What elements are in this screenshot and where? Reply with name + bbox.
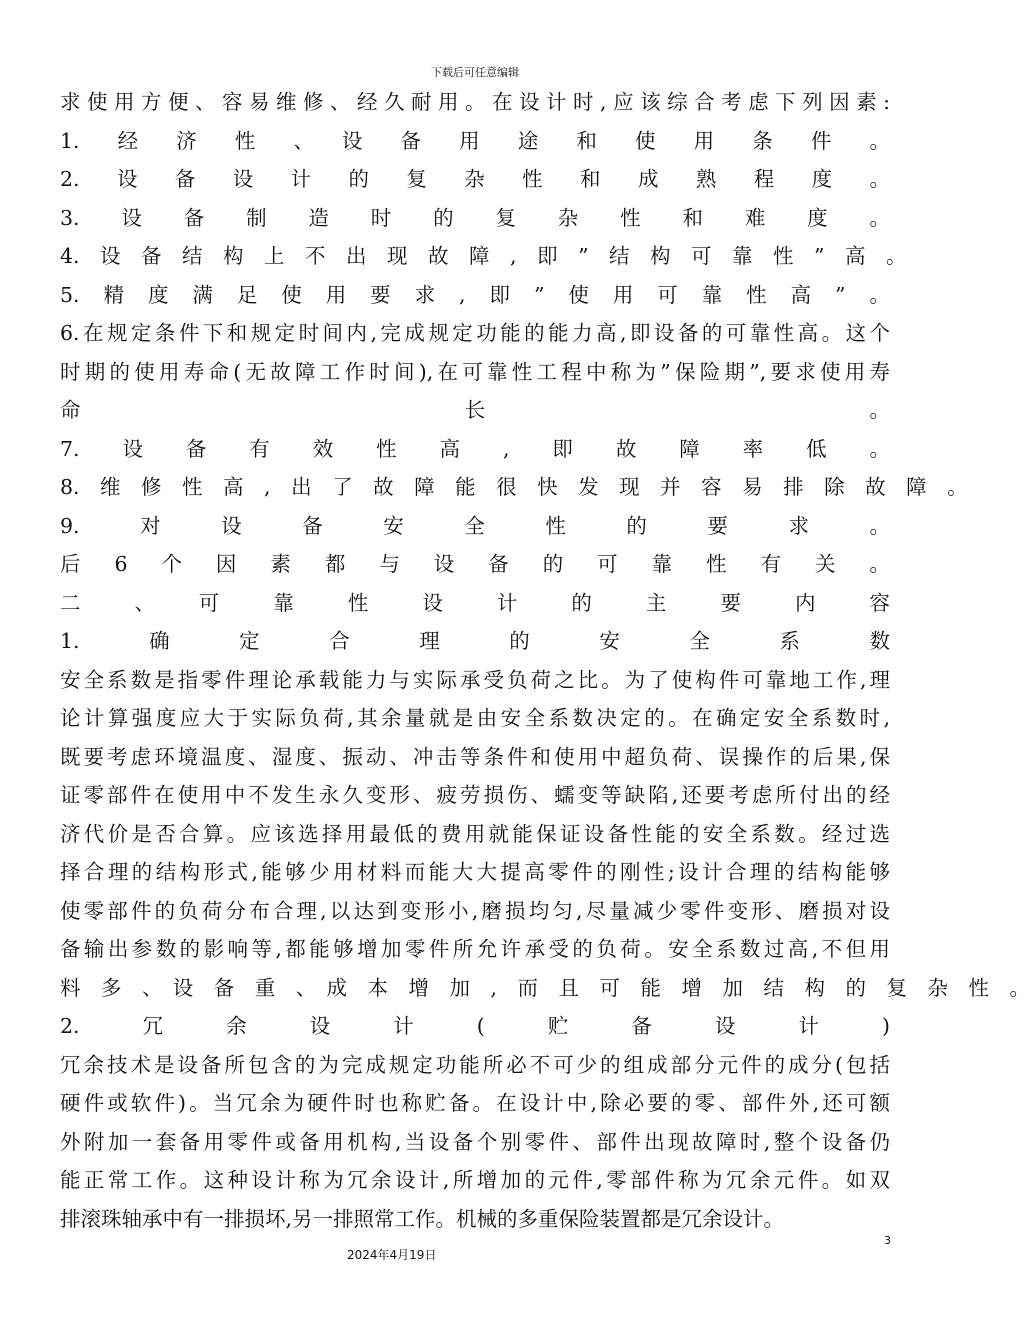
page-header: 下载后可任意编辑 — [431, 66, 519, 79]
text-line: 8. 维 修 性 高 , 出 了 故 障 能 很 快 发 现 并 容 易 排 除 故 障 。 — [60, 475, 968, 499]
page-number: 3 — [884, 1234, 891, 1247]
text-line: 排滚珠轴承中有一排损坏,另一排照常工作。机械的多重保险装置都是冗余设计。 — [60, 1206, 785, 1231]
text-line: 9. 对 设 备 安 全 性 的 要 求 。 — [60, 513, 890, 538]
text-line: 二 、 可 靠 性 设 计 的 主 要 内 容 — [60, 590, 890, 615]
text-line: 冗余技术是设备所包含的为完成规定功能所必不可少的组成部分元件的成分(包括 — [60, 1052, 890, 1077]
footer-date: 2024年4月19日 — [347, 1248, 437, 1262]
text-line: 7. 设 备 有 效 性 高 , 即 故 障 率 低 。 — [60, 436, 890, 461]
text-line: 备输出参数的影响等,都能够增加零件所允许承受的负荷。安全系数过高,不但用 — [60, 937, 890, 961]
text-line: 命 长 。 — [60, 398, 890, 422]
text-line: 既要考虑环境温度、湿度、振动、冲击等条件和使用中超负荷、误操作的后果,保 — [60, 744, 890, 769]
text-line: 5. 精 度 满 足 使 用 要 求 , 即 ” 使 用 可 靠 性 高 ” 。 — [60, 282, 890, 307]
document-body — [60, 83, 1030, 1238]
text-line: 6.在规定条件下和规定时间内,完成规定功能的能力高,即设备的可靠性高。这个 — [60, 321, 890, 345]
text-line: 1. 经 济 性 、 设 备 用 途 和 使 用 条 件 。 — [60, 128, 890, 153]
text-line: 使零部件的负荷分布合理,以达到变形小,磨损均匀,尽量减少零件变形、磨损对设 — [60, 898, 890, 923]
text-line: 济代价是否合算。应该选择用最低的费用就能保证设备性能的安全系数。经过选 — [60, 821, 890, 846]
text-line: 证零部件在使用中不发生永久变形、疲劳损伤、蠕变等缺陷,还要考虑所付出的经 — [60, 783, 890, 807]
text-line: 料 多 、 设 备 重 、 成 本 增 加 , 而 且 可 能 增 加 结 构 的 复 杂 性 。 — [60, 975, 1030, 1000]
text-line: 论计算强度应大于实际负荷,其余量就是由安全系数决定的。在确定安全系数时, — [60, 706, 890, 730]
text-line: 时期的使用寿命(无故障工作时间),在可靠性工程中称为”保险期”,要求使用寿 — [60, 359, 890, 384]
text-line: 择合理的结构形式,能够少用材料而能大大提高零件的刚性;设计合理的结构能够 — [60, 860, 890, 884]
text-line: 后 6 个 因 素 都 与 设 备 的 可 靠 性 有 关 。 — [60, 552, 890, 576]
text-line: 能正常工作。这种设计称为冗余设计,所增加的元件,零部件称为冗余元件。如双 — [60, 1168, 890, 1192]
text-line: 2. 设 备 设 计 的 复 杂 性 和 成 熟 程 度 。 — [60, 167, 890, 191]
text-line: 2. 冗 余 设 计 ( 贮 备 设 计 ) — [60, 1014, 890, 1038]
text-line: 1. 确 定 合 理 的 安 全 系 数 — [60, 629, 890, 653]
text-line: 3. 设 备 制 造 时 的 复 杂 性 和 难 度 。 — [60, 205, 890, 230]
text-line: 安全系数是指零件理论承载能力与实际承受负荷之比。为了使构件可靠地工作,理 — [60, 667, 890, 692]
text-line: 硬件或软件)。当冗余为硬件时也称贮备。在设计中,除必要的零、部件外,还可额 — [60, 1091, 890, 1115]
text-line: 4. 设 备 结 构 上 不 出 现 故 障 , 即 ” 结 构 可 靠 性 ” 高 。 — [60, 244, 907, 268]
text-line: 求使用方便、容易维修、经久耐用。在设计时,应该综合考虑下列因素: — [60, 90, 890, 114]
text-line: 外附加一套备用零件或备用机构,当设备个别零件、部件出现故障时,整个设备仍 — [60, 1129, 890, 1154]
